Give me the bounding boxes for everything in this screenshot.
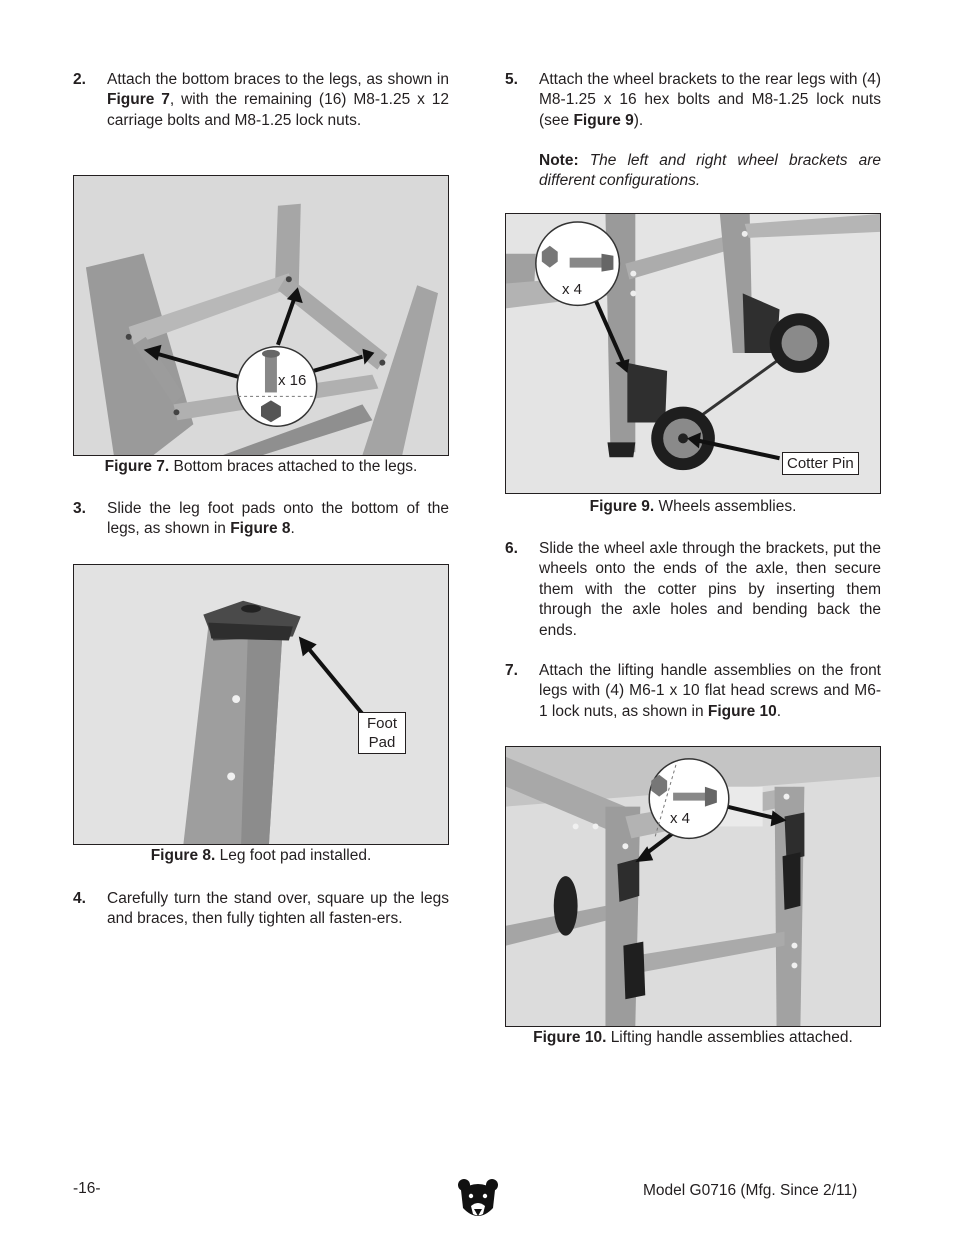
- note-text: [539, 151, 881, 192]
- figure-9-image: [505, 213, 881, 494]
- model-text: Model G0716 (Mfg. Since 2/11): [643, 1182, 858, 1199]
- step-text: Slide the wheel axle through the brackets, put the wheels onto the ends of the axle, then secure them with the cotter pins by inserting them through the axle holes and bending back the ends.: [539, 540, 881, 639]
- foot-pad-callout: [358, 712, 406, 754]
- step-6: [505, 539, 881, 641]
- step-7: [505, 661, 881, 723]
- callout-line-1: Foot: [366, 715, 397, 732]
- step-number: 4.: [73, 890, 86, 907]
- step-text: Attach the bottom braces to the legs, as shown in Figure 7, with the remaining (16) M8-1.25 x 12 carriage bolts and M8-1.25 lock nuts.: [107, 71, 449, 129]
- figure-10-image: [505, 746, 881, 1027]
- step-number: 5.: [505, 71, 518, 88]
- callout-line-2: Pad: [368, 734, 396, 751]
- figure-8-caption: Figure 8. Leg foot pad installed.: [150, 847, 372, 864]
- step-number: 3.: [73, 500, 86, 517]
- note: [505, 151, 881, 193]
- step-number: 2.: [73, 71, 86, 88]
- step-number: 7.: [505, 662, 518, 679]
- figure-10-quantity: x 4: [670, 810, 691, 827]
- step-text: Carefully turn the stand over, square up the legs and braces, then fully tighten all fasten-ers.: [107, 890, 449, 928]
- step-5: [505, 70, 881, 132]
- step-number: 6.: [505, 540, 518, 557]
- note-label: Note:: [539, 152, 579, 169]
- figure-7-image: [73, 175, 449, 456]
- bear-head-logo: [457, 1176, 499, 1222]
- figure-9-caption: Figure 9. Wheels assemblies.: [589, 498, 797, 515]
- step-4: [73, 889, 449, 951]
- page-number: -16-: [73, 1180, 101, 1197]
- figure-9-quantity: x 4: [562, 281, 583, 298]
- step-text: Slide the leg foot pads onto the bottom of the legs, as shown in Figure 8.: [107, 500, 449, 538]
- step-text: Attach the lifting handle assemblies on the front legs with (4) M6-1 x 10 flat head screws and M6-1 lock nuts, as shown in Figure 10.: [539, 662, 881, 720]
- figure-10-caption: Figure 10. Lifting handle assemblies attached.: [533, 1029, 853, 1046]
- figure-7-caption: Figure 7. Bottom braces attached to the legs.: [104, 458, 418, 475]
- step-2: [73, 70, 449, 152]
- note-body: The left and right wheel brackets are different configurations.: [539, 152, 881, 190]
- cotter-pin-callout: Cotter Pin: [782, 452, 859, 475]
- step-3: [73, 499, 449, 541]
- figure-7-quantity: x 16: [278, 372, 307, 389]
- figure-8-image: [73, 564, 449, 845]
- step-text: Attach the wheel brackets to the rear legs with (4) M8-1.25 x 16 hex bolts and M8-1.25 lock nuts (see Figure 9).: [539, 71, 881, 129]
